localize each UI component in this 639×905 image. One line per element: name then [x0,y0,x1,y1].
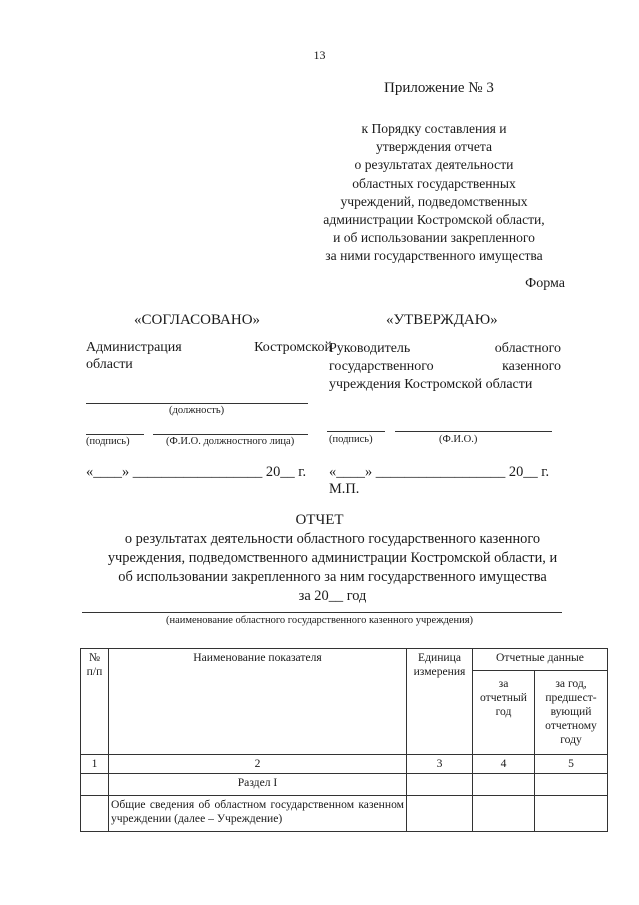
appendix-line: утверждения отчета [375,139,493,155]
approval-left-title: «СОГЛАСОВАНО» [134,312,261,328]
row-cell [535,796,608,832]
report-table [80,648,608,832]
approval-left-organization [86,340,332,374]
general-info-row: Общие сведения об областном государственном казенном учреждении (далее – Учреждение) [109,796,407,832]
row-cell [407,796,473,832]
report-subtitle [60,530,605,606]
right-name-line [395,431,552,432]
approval-right-title: «УТВЕРЖДАЮ» [386,312,498,328]
report-line: об использовании закрепленного за ним государственного имущества [118,569,547,585]
signature-line [86,434,144,435]
appendix-line: к Порядку составления и [361,121,507,136]
row-cell-num [81,796,109,832]
institution-caption: (наименование областного государственного казенного учреждения) [165,615,474,626]
appendix-line: учреждений, подведомственных [340,193,528,209]
column-number: 1 [81,755,109,774]
report-line: за 20__ год [298,588,367,604]
position-caption: (должность) [169,405,225,416]
section-cell [473,774,535,796]
header-unit: Единица измерения [407,649,473,755]
right-signature-line [327,431,385,432]
institution-line [82,612,562,613]
report-title: ОТЧЕТ [295,512,344,528]
appendix-title: Приложение № 3 [384,80,494,96]
approval-right-position [329,340,561,394]
column-number: 2 [109,755,407,774]
position-word: государственного [329,359,434,374]
header-reported: Отчетные данные [473,649,608,671]
section-cell [407,774,473,796]
header-indicator: Наименование показателя [109,649,407,755]
report-line: о результатах деятельности областного государственного казенного [124,531,541,547]
header-current-year: за отчетный год [473,671,535,755]
header-previous-year: за год, предшест-вующий отчетному году [535,671,608,755]
position-word: областного [494,341,561,356]
seal-label: М.П. [329,481,360,497]
organization-word: области [86,357,133,372]
column-number: 5 [535,755,608,774]
right-signature-caption: (подпись) [329,434,373,445]
section-cell-num [81,774,109,796]
right-name-caption: (Ф.И.О.) [439,434,478,445]
position-word: учреждения Костромской области [329,377,533,392]
column-number: 4 [473,755,535,774]
organization-word: Администрация [86,340,182,355]
position-word: казенного [502,359,561,374]
appendix-line: администрации Костромской области, [323,212,545,228]
form-label: Форма [525,276,565,291]
appendix-line: и об использовании закрепленного [333,230,535,246]
section-title: Раздел I [109,774,407,796]
approval-left-date: «____» __________________ 20__ г. [86,464,307,480]
report-line: учреждения, подведомственного администрации Костромской области, и [107,550,558,566]
organization-word: Костромской [254,340,332,355]
signature-caption: (подпись) [86,436,130,447]
name-caption: (Ф.И.О. должностного лица) [166,436,295,447]
appendix-description [300,120,568,266]
approval-right-date: «____» __________________ 20__ г. [329,464,550,480]
appendix-line: за ними государственного имущества [325,248,543,264]
page-number: 13 [313,48,326,62]
row-cell [473,796,535,832]
appendix-line: о результатах деятельности [354,157,514,173]
header-num: № п/п [81,649,109,755]
name-line [153,434,308,435]
position-word: Руководитель [329,341,411,356]
section-cell [535,774,608,796]
position-line [86,403,308,404]
column-number: 3 [407,755,473,774]
appendix-line: областных государственных [352,175,516,191]
